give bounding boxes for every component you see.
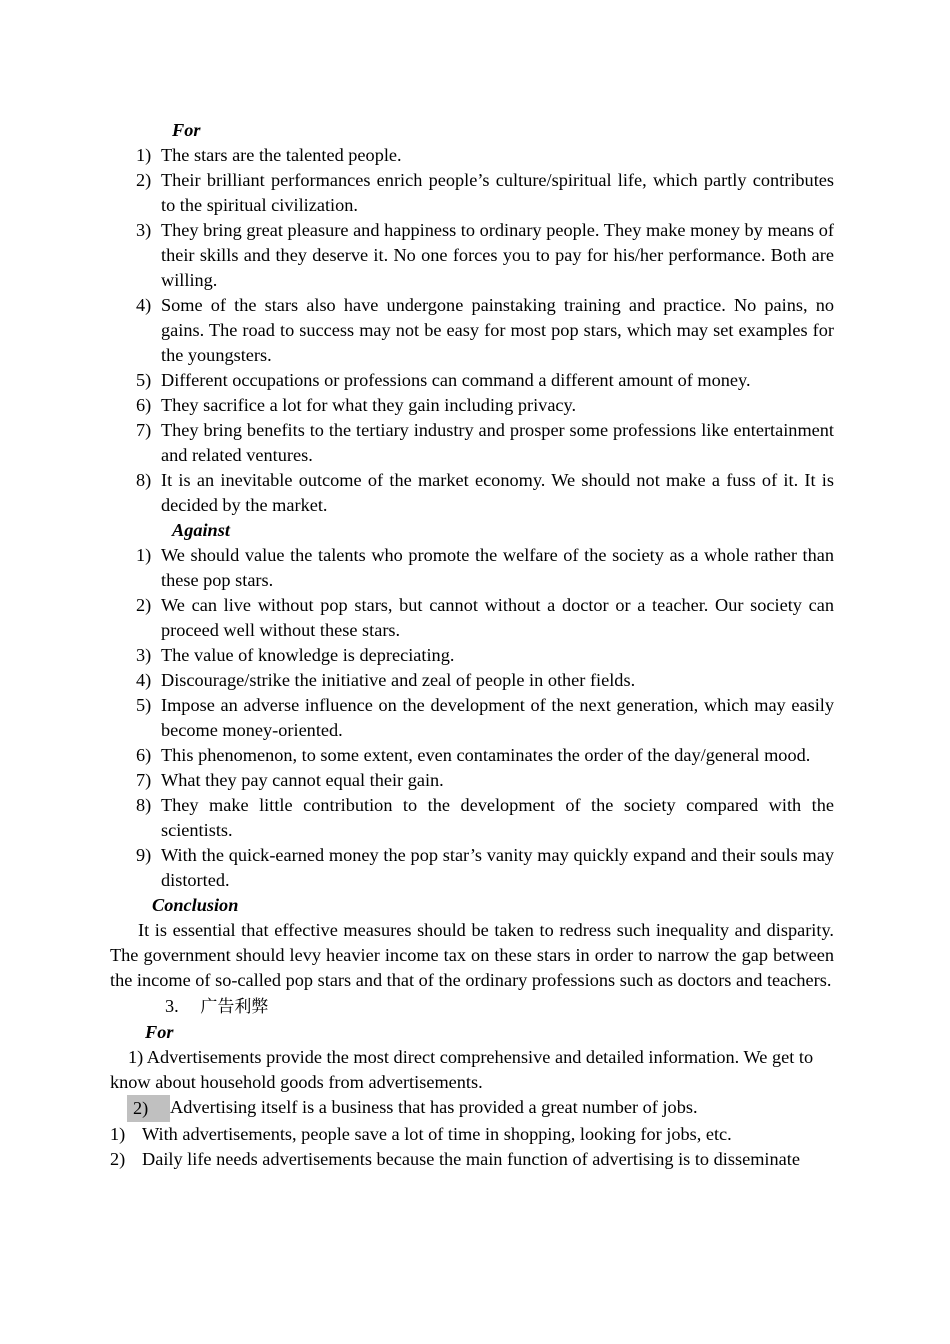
topic-title: 广告利弊 <box>200 997 269 1017</box>
list-item <box>110 793 834 843</box>
list-item-text: With advertisements, people save a lot of time in shopping, looking for jobs, etc. <box>142 1124 732 1144</box>
list-item-text: They bring great pleasure and happiness to ordinary people. They make money by means of their skills and they deserve it. No one forces you to pay for his/her performance. Both are willing. <box>161 220 834 290</box>
list-marker: 2) <box>110 1149 126 1169</box>
advertising-lead-item <box>110 1045 834 1095</box>
list-item-text: Daily life needs advertisements because the main function of advertising is to disseminate <box>142 1149 800 1169</box>
list-marker: 3) <box>136 220 152 240</box>
list-item-text: With the quick-earned money the pop star’s vanity may quickly expand and their souls may distorted. <box>161 845 834 890</box>
topic-heading <box>110 993 834 1020</box>
list-marker: 2) <box>136 170 152 190</box>
document-content <box>110 118 834 1172</box>
list-marker: 7) <box>136 420 152 440</box>
list-item-text: Their brilliant performances enrich people’s culture/spiritual life, which partly contributes to the spiritual civilization. <box>161 170 834 215</box>
list-marker: 1) <box>128 1047 144 1067</box>
list-marker: 1) <box>136 545 152 565</box>
list-item <box>110 843 834 893</box>
list-marker: 2) <box>136 595 152 615</box>
list-item-text: Discourage/strike the initiative and zeal of people in other fields. <box>161 670 636 690</box>
list-item-text: They bring benefits to the tertiary industry and prosper some professions like entertainment and related ventures. <box>161 420 834 465</box>
list-marker: 8) <box>136 470 152 490</box>
list-item <box>110 1147 834 1172</box>
list-item <box>110 168 834 218</box>
list-item <box>110 768 834 793</box>
list-item <box>110 293 834 368</box>
list-item <box>110 393 834 418</box>
list-item-text: It is an inevitable outcome of the market economy. We should not make a fuss of it. It is decided by the market. <box>161 470 834 515</box>
section-heading-advertising-for: For <box>145 1022 174 1042</box>
list-item-text: Some of the stars also have undergone painstaking training and practice. No pains, no gains. The road to success may not be easy for most pop stars, which may set examples for the youngsters. <box>161 295 834 365</box>
conclusion-paragraph: It is essential that effective measures should be taken to redress such inequality and disparity. The government should levy heavier income tax on these stars in order to narrow the gap between the income of so-called pop stars and that of the ordinary professions such as doctors and teachers. <box>110 920 834 990</box>
list-marker: 8) <box>136 795 152 815</box>
list-marker: 9) <box>136 845 152 865</box>
list-marker: 5) <box>136 695 152 715</box>
list-item <box>110 543 834 593</box>
list-marker: 6) <box>136 395 152 415</box>
list-item-text: They make little contribution to the development of the society compared with the scientists. <box>161 795 834 840</box>
list-item-text: They sacrifice a lot for what they gain including privacy. <box>161 395 577 415</box>
list-marker: 4) <box>136 670 152 690</box>
list-item <box>110 1095 834 1122</box>
list-item-text: The value of knowledge is depreciating. <box>161 645 455 665</box>
list-item-text: What they pay cannot equal their gain. <box>161 770 444 790</box>
section-heading-conclusion: Conclusion <box>152 895 239 915</box>
list-item-text: We should value the talents who promote the welfare of the society as a whole rather than these pop stars. <box>161 545 834 590</box>
list-item <box>110 1122 834 1147</box>
list-item-text: The stars are the talented people. <box>161 145 402 165</box>
list-marker: 5) <box>136 370 152 390</box>
list-item-text: This phenomenon, to some extent, even contaminates the order of the day/general mood. <box>161 745 811 765</box>
section-heading-against: Against <box>172 520 230 540</box>
list-marker: 1) <box>136 145 152 165</box>
topic-number: 3. <box>165 996 179 1016</box>
section-heading-for: For <box>172 120 201 140</box>
list-item <box>110 368 834 393</box>
list-item-text: Advertising itself is a business that has provided a great number of jobs. <box>170 1097 698 1117</box>
list-marker: 4) <box>136 295 152 315</box>
list-marker-highlighted[interactable]: 2) <box>127 1095 170 1122</box>
list-item <box>110 593 834 643</box>
list-item <box>110 418 834 468</box>
list-item <box>110 218 834 293</box>
list-item <box>110 643 834 668</box>
list-item <box>110 143 834 168</box>
list-marker: 1) <box>110 1124 126 1144</box>
list-marker: 6) <box>136 745 152 765</box>
list-marker: 3) <box>136 645 152 665</box>
list-item-text: Different occupations or professions can command a different amount of money. <box>161 370 751 390</box>
list-item-text: Advertisements provide the most direct comprehensive and detailed information. We get to know about household goods from advertisements. <box>110 1047 814 1092</box>
list-item <box>110 693 834 743</box>
list-item-text: We can live without pop stars, but cannot without a doctor or a teacher. Our society can proceed well without these stars. <box>161 595 834 640</box>
list-item-text: Impose an adverse influence on the development of the next generation, which may easily become money-oriented. <box>161 695 834 740</box>
list-item <box>110 668 834 693</box>
list-item <box>110 743 834 768</box>
list-item <box>110 468 834 518</box>
list-marker: 7) <box>136 770 152 790</box>
